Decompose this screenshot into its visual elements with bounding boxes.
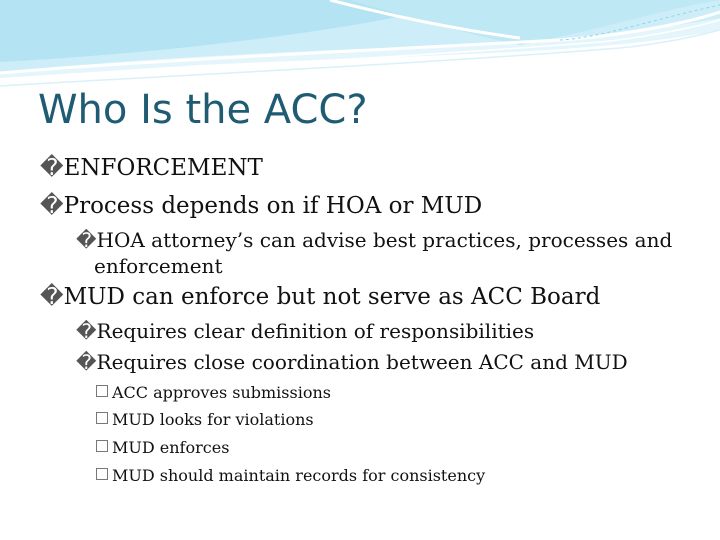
bullet-text: ACC approves submissions	[112, 383, 331, 402]
bullet-enforcement	[40, 155, 263, 181]
bullet-acc-approves	[96, 383, 331, 402]
bullet-text: Requires clear definition of responsibilities	[96, 319, 535, 343]
bullet-mud-looks	[96, 410, 314, 429]
slide-title: Who Is the ACC?	[38, 87, 368, 133]
bullet-text: ENFORCEMENT	[63, 155, 263, 181]
bullet-requires-definition	[76, 319, 534, 343]
bullet-text: Process depends on if HOA or MUD	[63, 193, 483, 219]
square-bullet-icon	[96, 412, 108, 424]
bullet-hoa-attorney-continuation: enforcement	[94, 254, 223, 278]
bullet-text: MUD should maintain records for consistency	[112, 466, 486, 485]
bullet-mud-enforces	[96, 438, 229, 457]
bullet-text: Requires close coordination between ACC and MUD	[96, 350, 628, 374]
bullet-mud-can-enforce	[40, 284, 600, 310]
bullet-hoa-attorney	[76, 228, 672, 252]
bullet-process-depends	[40, 193, 482, 219]
bullet-text: MUD can enforce but not serve as ACC Board	[63, 284, 601, 310]
bullet-glyph: �	[40, 155, 64, 181]
square-bullet-icon	[96, 385, 108, 397]
bullet-glyph: �	[40, 284, 64, 310]
square-bullet-icon	[96, 440, 108, 452]
square-bullet-icon	[96, 468, 108, 480]
bullet-glyph: �	[76, 228, 97, 252]
bullet-glyph: �	[76, 350, 97, 374]
bullet-mud-records	[96, 466, 485, 485]
bullet-requires-coordination	[76, 350, 628, 374]
bullet-text: MUD looks for violations	[112, 410, 314, 429]
bullet-text: MUD enforces	[112, 438, 230, 457]
header-wave-decoration	[0, 0, 720, 95]
bullet-text: HOA attorney’s can advise best practices, processes and	[96, 228, 673, 252]
bullet-glyph: �	[40, 193, 64, 219]
bullet-glyph: �	[76, 319, 97, 343]
